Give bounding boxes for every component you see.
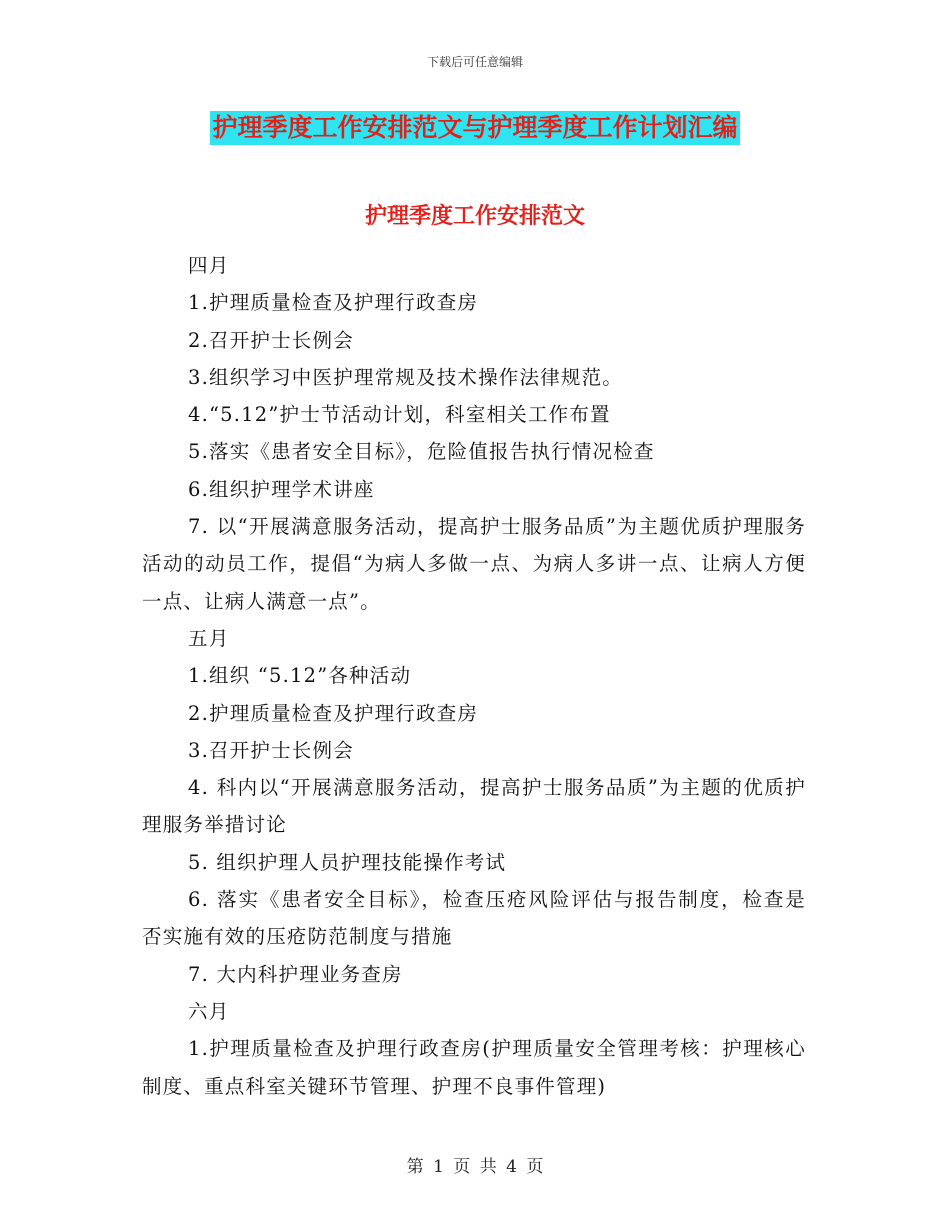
paragraph: 2.护理质量检查及护理行政查房 <box>188 701 479 725</box>
document-title-container <box>0 111 950 145</box>
paragraph: 4.“5.12”护士节活动计划，科室相关工作布置 <box>188 403 611 427</box>
document-title: 护理季度工作安排范文与护理季度工作计划汇编 <box>210 111 739 145</box>
paragraph: 7. 以“开展满意服务活动，提高护士服务品质”为主题优质护理服务活动的动员工作，提倡“为病人多做一点、为病人多讲一点、让病人方便一点、让病人满意一点”。 <box>142 515 806 613</box>
paragraph: 2.召开护士长例会 <box>188 328 354 352</box>
paragraph-april-heading: 四月 <box>188 254 230 277</box>
page-number-footer: 第 1 页 共 4 页 <box>406 1157 544 1177</box>
paragraph: 3.召开护士长例会 <box>188 738 354 762</box>
paragraph: 5. 组织护理人员护理技能操作考试 <box>188 850 507 874</box>
paragraph: 5.落实《患者安全目标》，危险值报告执行情况检查 <box>188 440 655 464</box>
paragraph: 3.组织学习中医护理常规及技术操作法律规范。 <box>188 365 624 389</box>
paragraph-may-heading: 五月 <box>188 626 230 650</box>
paragraph: 6.组织护理学术讲座 <box>188 477 375 501</box>
paragraph: 6. 落实《患者安全目标》，检查压疮风险评估与报告制度，检查是否实施有效的压疮防范制度与措施 <box>142 888 806 949</box>
paragraph-june-heading: 六月 <box>188 999 230 1023</box>
paragraph: 4. 科内以“开展满意服务活动，提高护士服务品质”为主题的优质护理服务举措讨论 <box>142 776 806 837</box>
paragraph: 1.护理质量检查及护理行政查房(护理质量安全管理考核：护理核心制度、重点科室关键环节管理、护理不良事件管理) <box>142 1037 806 1098</box>
section-title: 护理季度工作安排范文 <box>364 203 585 229</box>
page-header-note: 下载后可任意编辑 <box>426 55 523 69</box>
paragraph: 1.护理质量检查及护理行政查房 <box>188 291 479 315</box>
paragraph: 7. 大内科护理业务查房 <box>188 962 403 986</box>
paragraph: 1.组织 “5.12”各种活动 <box>188 664 412 688</box>
document-body <box>142 247 806 1105</box>
